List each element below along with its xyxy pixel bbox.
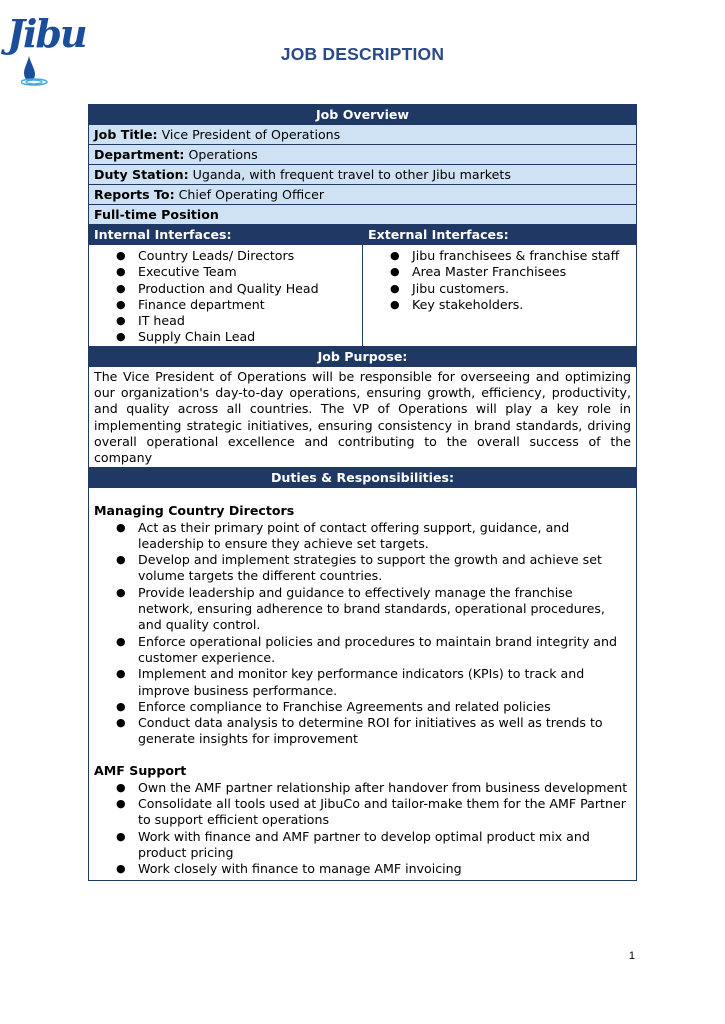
external-interfaces-list bbox=[368, 245, 631, 313]
section-title-amf-support: AMF Support bbox=[94, 762, 187, 778]
list-item: ● Develop and implement strategies to support the growth and achieve set volume targets the different countries. bbox=[138, 552, 631, 585]
external-interfaces-header: External Interfaces: bbox=[363, 225, 637, 245]
page-number: 1 bbox=[628, 950, 635, 962]
list-item: ● Work closely with finance to manage AMF invoicing bbox=[138, 861, 631, 877]
list-item: ● Finance department bbox=[138, 297, 357, 313]
list-item: ● Provide leadership and guidance to effectively manage the franchise network, ensuring adherence to brand standards, operational procedures, and quality control. bbox=[138, 585, 631, 634]
job-description-table bbox=[88, 104, 637, 881]
list-item: ● Supply Chain Lead bbox=[138, 329, 357, 345]
list-item: ● Area Master Franchisees bbox=[412, 264, 631, 280]
section-spacer bbox=[94, 748, 631, 762]
list-item: ● Enforce compliance to Franchise Agreements and related policies bbox=[138, 699, 631, 715]
job-title-row bbox=[89, 125, 637, 145]
list-item: ● Executive Team bbox=[138, 264, 357, 280]
department-value: Operations bbox=[184, 147, 258, 162]
managing-country-directors-list bbox=[94, 520, 631, 748]
full-time-label: Full-time Position bbox=[94, 207, 219, 222]
logo-text: Jibu bbox=[7, 11, 86, 56]
list-item: ● Act as their primary point of contact offering support, guidance, and leadership to ensure they achieve set targets. bbox=[138, 520, 631, 553]
list-item: ● Production and Quality Head bbox=[138, 281, 357, 297]
job-overview-header: Job Overview bbox=[89, 105, 637, 125]
list-item: ● Enforce operational policies and procedures to maintain brand integrity and customer experience. bbox=[138, 634, 631, 667]
department-row bbox=[89, 145, 637, 165]
list-item: ● Country Leads/ Directors bbox=[138, 248, 357, 264]
section-title-managing-country-directors: Managing Country Directors bbox=[94, 502, 295, 518]
internal-interfaces-cell bbox=[89, 245, 363, 347]
internal-interfaces-list bbox=[94, 245, 357, 346]
list-item: ● Key stakeholders. bbox=[412, 297, 631, 313]
list-item: ● Conduct data analysis to determine ROI for initiatives as well as trends to generate insights for improvement bbox=[138, 715, 631, 748]
duty-station-label: Duty Station: bbox=[94, 167, 189, 182]
duty-station-value: Uganda, with frequent travel to other Jibu markets bbox=[188, 167, 511, 182]
job-purpose-text: The Vice President of Operations will be responsible for overseeing and optimizing our organization's day-to-day operations, ensuring growth, efficiency, productivity, and quality across all countries. The VP of Operations will play a key role in implementing strategic initiatives, ensuring consistency in brand standards, driving overall operational excellence and contributing to the overall success of the company bbox=[89, 366, 637, 467]
list-item: ● Consolidate all tools used at JibuCo and tailor-make them for the AMF Partner to support efficient operations bbox=[138, 796, 631, 829]
internal-interfaces-header: Internal Interfaces: bbox=[89, 225, 363, 245]
list-item: ● IT head bbox=[138, 313, 357, 329]
job-title-label: Job Title: bbox=[94, 127, 158, 142]
duties-header: Duties & Responsibilities: bbox=[89, 467, 637, 487]
job-purpose-header: Job Purpose: bbox=[89, 346, 637, 366]
job-title-value: Vice President of Operations bbox=[157, 127, 341, 142]
duties-cell bbox=[89, 487, 637, 880]
list-item: ● Jibu customers. bbox=[412, 281, 631, 297]
amf-support-list bbox=[94, 780, 631, 878]
reports-to-row bbox=[89, 185, 637, 205]
reports-to-label: Reports To: bbox=[94, 187, 175, 202]
list-item: ● Work with finance and AMF partner to develop optimal product mix and product pricing bbox=[138, 829, 631, 862]
list-item: ● Implement and monitor key performance indicators (KPIs) to track and improve business performance. bbox=[138, 666, 631, 699]
reports-to-value: Chief Operating Officer bbox=[174, 187, 324, 202]
duty-station-row bbox=[89, 165, 637, 185]
list-item: ● Own the AMF partner relationship after handover from business development bbox=[138, 780, 631, 796]
department-label: Department: bbox=[94, 147, 185, 162]
document-title: JOB DESCRIPTION bbox=[280, 44, 445, 64]
full-time-row bbox=[89, 205, 637, 225]
external-interfaces-cell bbox=[363, 245, 637, 347]
list-item: ● Jibu franchisees & franchise staff bbox=[412, 248, 631, 264]
